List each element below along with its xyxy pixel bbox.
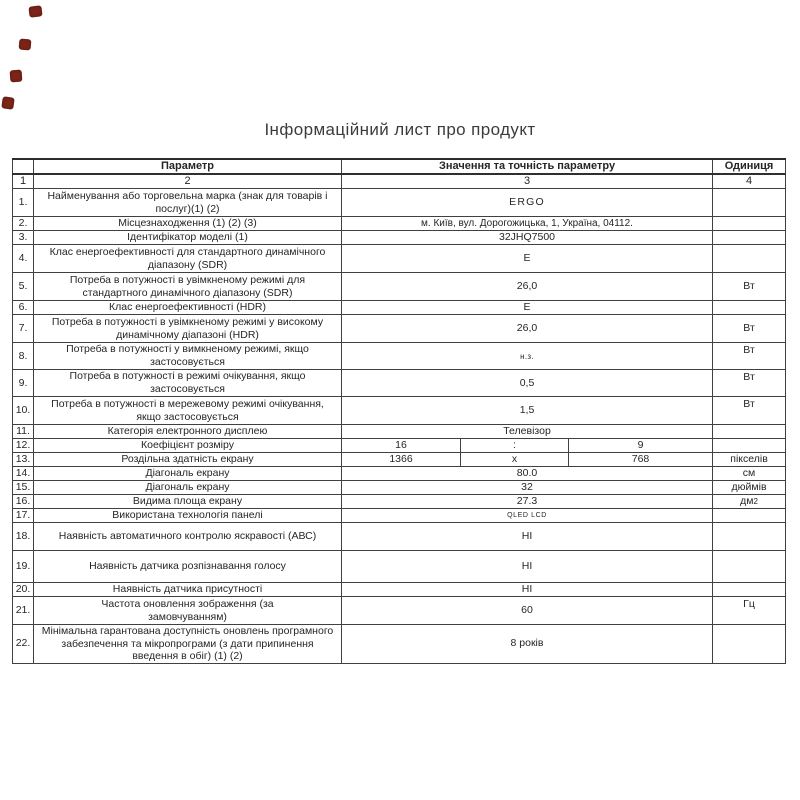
unit-cell: см: [713, 467, 786, 481]
red-stamp-mark: [28, 5, 42, 18]
row-number-cell: 16.: [13, 495, 34, 509]
row-number-cell: 5.: [13, 273, 34, 301]
table-row: [13, 343, 786, 370]
value-cell: 0,5: [342, 370, 713, 397]
value-part-cell: 768: [569, 453, 713, 467]
row-number-cell: 2.: [13, 217, 34, 231]
unit-cell: [713, 217, 786, 231]
row-number-cell: 10.: [13, 397, 34, 425]
param-cell: Клас енергоефективності (HDR): [34, 301, 342, 315]
unit-cell: Гц: [713, 597, 786, 625]
value-cell: м. Київ, вул. Дорогожицька, 1, Україна, 04112.: [342, 217, 713, 231]
param-cell: Місцезнаходження (1) (2) (3): [34, 217, 342, 231]
unit-text: дм: [740, 495, 754, 507]
unit-cell: Вт: [713, 370, 786, 397]
table-row: [13, 481, 786, 495]
table-row: [13, 397, 786, 425]
param-cell: Наявність датчика присутності: [34, 583, 342, 597]
value-cell: Е: [342, 301, 713, 315]
param-cell: Категорія електронного дисплею: [34, 425, 342, 439]
unit-cell: [713, 523, 786, 551]
header-value: Значення та точність параметру: [342, 159, 713, 174]
row-number-cell: 14.: [13, 467, 34, 481]
header-unit: Одиниця: [713, 159, 786, 174]
unit-subscript: 2: [753, 497, 758, 506]
table-row: [13, 523, 786, 551]
table-row: [13, 231, 786, 245]
table-row: [13, 315, 786, 343]
header-num: [13, 159, 34, 174]
value-part-cell: 16: [342, 439, 461, 453]
index-cell: 2: [34, 174, 342, 189]
value-cell: НІ: [342, 583, 713, 597]
param-cell: Потреба в потужності у вимкненому режимі, якщо застосовується: [34, 343, 342, 370]
table-row: [13, 439, 786, 453]
value-cell: НІ: [342, 551, 713, 583]
value-cell: 26,0: [342, 273, 713, 301]
value-cell: 80.0: [342, 467, 713, 481]
param-cell: Потреба в потужності в увімкненому режимі у високому динамічному діапазоні (HDR): [34, 315, 342, 343]
row-number-cell: 1.: [13, 189, 34, 217]
value-part-cell: х: [461, 453, 569, 467]
param-cell: Мінімальна гарантована доступність оновлень програмного забезпечення та мікропрограми (з дати припинення введення в обіг) (1) (2): [34, 625, 342, 664]
row-number-cell: 12.: [13, 439, 34, 453]
product-info-table: [12, 158, 786, 664]
param-cell: Клас енергоефективності для стандартного динамічного діапазону (SDR): [34, 245, 342, 273]
param-cell: Потреба в потужності в режимі очікування, якщо застосовується: [34, 370, 342, 397]
red-stamp-mark: [19, 38, 32, 50]
param-cell: Коефіцієнт розміру: [34, 439, 342, 453]
unit-cell: [713, 439, 786, 453]
row-number-cell: 19.: [13, 551, 34, 583]
value-cell: 32: [342, 481, 713, 495]
row-number-cell: 3.: [13, 231, 34, 245]
row-number-cell: 15.: [13, 481, 34, 495]
red-stamp-mark: [1, 96, 15, 110]
value-cell: QLED LCD: [342, 509, 713, 523]
param-cell: Діагональ екрану: [34, 467, 342, 481]
row-number-cell: 17.: [13, 509, 34, 523]
value-cell: Е: [342, 245, 713, 273]
index-cell: 1: [13, 174, 34, 189]
index-cell: 4: [713, 174, 786, 189]
param-cell: Роздільна здатність екрану: [34, 453, 342, 467]
table-row: [13, 495, 786, 509]
param-cell: Діагональ екрану: [34, 481, 342, 495]
table-row: [13, 467, 786, 481]
value-cell: 8 років: [342, 625, 713, 664]
table-row: [13, 453, 786, 467]
unit-cell: [713, 189, 786, 217]
table-row: [13, 583, 786, 597]
row-number-cell: 7.: [13, 315, 34, 343]
value-cell: Телевізор: [342, 425, 713, 439]
table-row: [13, 370, 786, 397]
table-row: [13, 425, 786, 439]
unit-cell: Вт: [713, 343, 786, 370]
table-row: [13, 217, 786, 231]
header-param: Параметр: [34, 159, 342, 174]
row-number-cell: 13.: [13, 453, 34, 467]
param-cell: Частота оновлення зображення (за замовчуванням): [34, 597, 342, 625]
unit-cell: [713, 551, 786, 583]
index-cell: 3: [342, 174, 713, 189]
unit-cell: Вт: [713, 273, 786, 301]
value-cell: 1,5: [342, 397, 713, 425]
value-cell: ERGO: [342, 189, 713, 217]
row-number-cell: 11.: [13, 425, 34, 439]
param-cell: Найменування або торговельна марка (знак для товарів і послуг)(1) (2): [34, 189, 342, 217]
page-title: Інформаційний лист про продукт: [264, 120, 536, 139]
param-cell: Використана технологія панелі: [34, 509, 342, 523]
row-number-cell: 4.: [13, 245, 34, 273]
value-cell: НІ: [342, 523, 713, 551]
red-stamp-mark: [10, 70, 23, 83]
unit-cell: [713, 625, 786, 664]
unit-cell: [713, 231, 786, 245]
param-cell: Потреба в потужності в мережевому режимі очікування, якщо застосовується: [34, 397, 342, 425]
param-cell: Потреба в потужності в увімкненому режимі для стандартного динамічного діапазону (SDR): [34, 273, 342, 301]
unit-cell: Вт: [713, 315, 786, 343]
value-part-cell: :: [461, 439, 569, 453]
param-cell: Наявність датчика розпізнавання голосу: [34, 551, 342, 583]
row-number-cell: 20.: [13, 583, 34, 597]
row-number-cell: 9.: [13, 370, 34, 397]
table-row: [13, 301, 786, 315]
unit-cell: [713, 583, 786, 597]
table-row: [13, 245, 786, 273]
unit-cell: [713, 495, 786, 509]
value-cell: 60: [342, 597, 713, 625]
table-row: [13, 509, 786, 523]
value-cell: н.з.: [342, 343, 713, 370]
unit-cell: [713, 245, 786, 273]
row-number-cell: 21.: [13, 597, 34, 625]
value-part-cell: 1366: [342, 453, 461, 467]
unit-cell: дюймів: [713, 481, 786, 495]
row-number-cell: 22.: [13, 625, 34, 664]
row-number-cell: 8.: [13, 343, 34, 370]
unit-cell: Вт: [713, 397, 786, 425]
table-row: [13, 625, 786, 664]
unit-cell: [713, 425, 786, 439]
param-cell: Видима площа екрану: [34, 495, 342, 509]
table-row: [13, 273, 786, 301]
param-cell: Ідентифікатор моделі (1): [34, 231, 342, 245]
row-number-cell: 18.: [13, 523, 34, 551]
value-cell: 26,0: [342, 315, 713, 343]
unit-cell: [713, 509, 786, 523]
table-row: [13, 189, 786, 217]
table-row: [13, 597, 786, 625]
value-cell: 27.3: [342, 495, 713, 509]
value-part-cell: 9: [569, 439, 713, 453]
unit-cell: пікселів: [713, 453, 786, 467]
row-number-cell: 6.: [13, 301, 34, 315]
param-cell: Наявність автоматичного контролю яскравості (АВС): [34, 523, 342, 551]
value-cell: 32JHQ7500: [342, 231, 713, 245]
unit-cell: [713, 301, 786, 315]
table-header-row: [13, 159, 786, 174]
column-index-row: [13, 174, 786, 189]
table-row: [13, 551, 786, 583]
